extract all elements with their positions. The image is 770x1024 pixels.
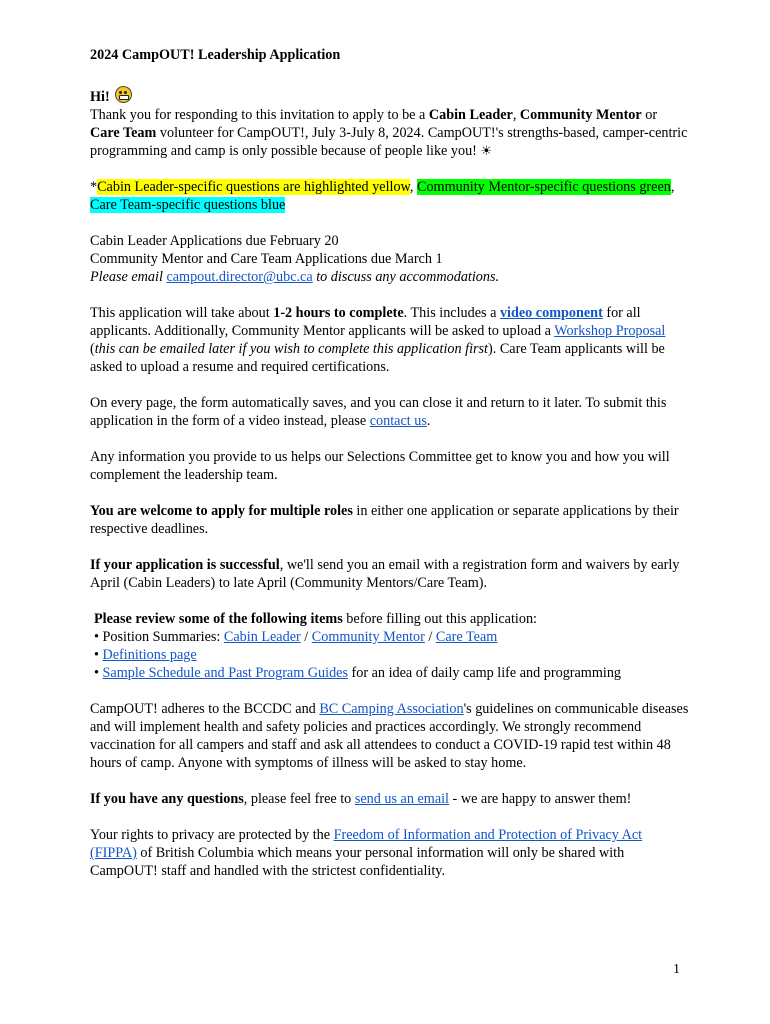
list-item: • Definitions page <box>94 647 197 663</box>
green-highlight-note: Community Mentor-specific questions green <box>416 179 671 195</box>
review-heading: Please review some of the following items before filling out this application: <box>94 611 537 627</box>
multiple-roles-paragraph: You are welcome to apply for multiple roles in either one application or separate applications by their respective deadlines. <box>90 503 679 537</box>
grinning-face-icon <box>115 86 132 103</box>
contact-us-link[interactable]: contact us <box>369 413 427 429</box>
workshop-proposal-link[interactable]: Workshop Proposal <box>554 323 666 339</box>
sun-icon: ☀ <box>480 143 493 158</box>
page-number: 1 <box>673 962 680 977</box>
list-item: • Position Summaries: Cabin Leader / Community Mentor / Care Team <box>94 629 498 645</box>
highlight-legend: *Cabin Leader-specific questions are highlighted yellow, Community Mentor-specific questions green, Care Team-specific questions blue <box>90 179 675 213</box>
intro-paragraph: Hi! Thank you for responding to this invitation to apply to be a Cabin Leader, Community Mentor or Care Team volunteer for CampOUT!, July 3-July 8, 2024. CampOUT!'s strengths-based, camper-centric programming and camp is only possible because of people like you! ☀ <box>90 86 690 160</box>
bc-camping-association-link[interactable]: BC Camping Association <box>319 701 464 717</box>
accommodations-note: Please email campout.director@ubc.ca to discuss any accommodations. <box>90 269 500 285</box>
deadline-mentor: Community Mentor and Care Team Applications due March 1 <box>90 251 443 267</box>
success-paragraph: If your application is successful, we'll send you an email with a registration form and waivers by early April (Cabin Leaders) to late April (Community Mentors/Care Team). <box>90 557 680 591</box>
care-team-summary-link[interactable]: Care Team <box>435 629 498 645</box>
community-mentor-summary-link[interactable]: Community Mentor <box>311 629 425 645</box>
bccdc-paragraph: CampOUT! adheres to the BCCDC and BC Camping Association's guidelines on communicable diseases and will implement health and safety policies and practices accordingly. We strongly recommend vaccination for all campers and staff and ask all attendees to conduct a COVID-19 rapid test within 48 hours of camp. Anyone with symptoms of illness will be asked to stay home. <box>90 701 689 771</box>
cabin-leader-summary-link[interactable]: Cabin Leader <box>223 629 301 645</box>
greeting: Hi! <box>90 89 110 105</box>
blue-highlight-note: Care Team-specific questions blue <box>90 197 286 213</box>
list-item: • Sample Schedule and Past Program Guides for an idea of daily camp life and programming <box>94 665 622 681</box>
info-paragraph: Any information you provide to us helps our Selections Committee get to know you and how you will complement the leadership team. <box>90 449 670 483</box>
autosave-paragraph: On every page, the form automatically saves, and you can close it and return to it later. To submit this application in the form of a video instead, please contact us. <box>90 395 667 429</box>
review-list <box>90 610 690 682</box>
video-component-link[interactable]: video component <box>499 305 603 321</box>
sample-schedule-link[interactable]: Sample Schedule and Past Program Guides <box>102 665 348 681</box>
yellow-highlight-note: Cabin Leader-specific questions are highlighted yellow <box>97 179 410 195</box>
page-title: 2024 CampOUT! Leadership Application <box>90 47 341 63</box>
time-paragraph: This application will take about 1-2 hours to complete. This includes a video component for all applicants. Additionally, Community Mentor applicants will be asked to upload a Workshop Proposal (this can be emailed later if you wish to complete this application first). Care Team applicants will be asked to upload a resume and required certifications. <box>90 305 666 375</box>
deadline-cabin: Cabin Leader Applications due February 20 <box>90 233 339 249</box>
director-email-link[interactable]: campout.director@ubc.ca <box>166 269 313 285</box>
definitions-page-link[interactable]: Definitions page <box>102 647 197 663</box>
send-email-link[interactable]: send us an email <box>354 791 449 807</box>
fippa-link[interactable]: Freedom of Information and Protection of Privacy Act (FIPPA) <box>90 827 643 861</box>
document-body <box>90 46 690 880</box>
questions-paragraph: If you have any questions, please feel free to send us an email - we are happy to answer them! <box>90 791 632 807</box>
privacy-paragraph: Your rights to privacy are protected by the Freedom of Information and Protection of Privacy Act (FIPPA) of British Columbia which means your personal information will only be shared with CampOUT! staff and handled with the strictest confidentiality. <box>90 827 643 879</box>
